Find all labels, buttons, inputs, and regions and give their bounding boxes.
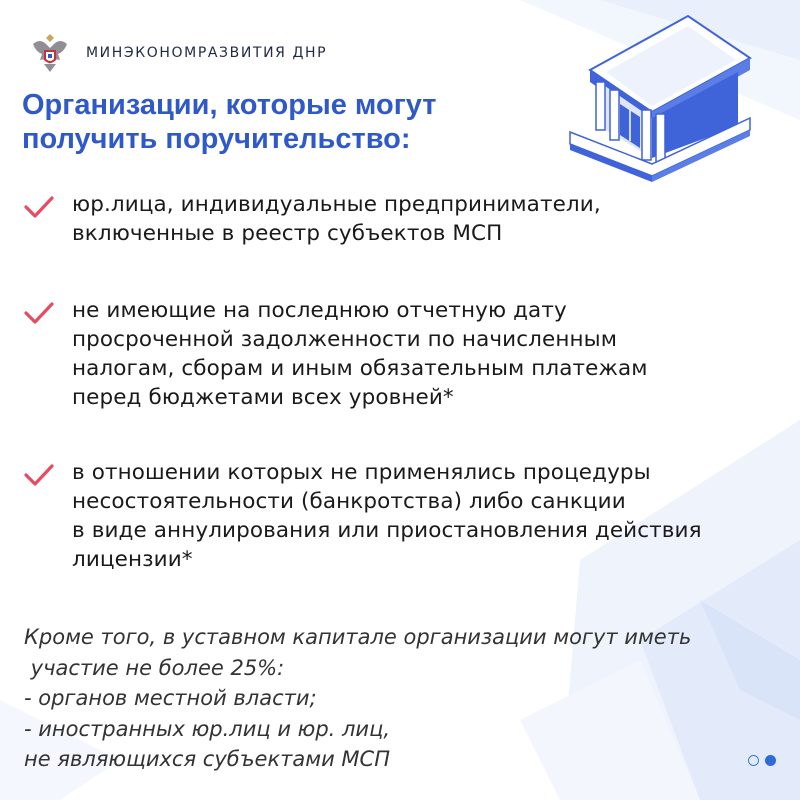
title-line: Организации, которые могут xyxy=(22,89,437,121)
list-item-text: не имеющие на последнюю отчетную дату просроченной задолженности по начисленным налогам, сборам и иным обязательным платежам перед бюджетами всех уровней* xyxy=(72,298,648,410)
list-item-text: юр.лица, индивидуальные предприниматели, включенные в реестр субъектов МСП xyxy=(72,192,601,246)
page-title xyxy=(22,88,436,156)
list-item-text: в отношении которых не применялись процедуры несостоятельности (банкротства) либо санкции в виде аннулирования или приостановления действия лицензии* xyxy=(72,460,702,572)
footnote-text: Кроме того, в уставном капитале организации могут иметь участие не более 25%: - органов местной власти; - иностранных юр.лиц и юр. лиц, не являющихся субъектами МСП xyxy=(24,625,692,771)
check-mark-icon xyxy=(24,195,54,219)
check-mark-icon xyxy=(24,301,54,325)
header xyxy=(30,30,327,76)
government-building-icon xyxy=(560,8,760,183)
pager-dot-1[interactable] xyxy=(748,755,759,766)
dnr-coat-of-arms-icon xyxy=(30,30,70,76)
title-line: получить поручительство: xyxy=(22,123,411,155)
organization-name: МИНЭКОНОМРАЗВИТИЯ ДНР xyxy=(86,45,328,61)
carousel-pager xyxy=(748,755,776,766)
pager-dot-2-active[interactable] xyxy=(765,755,776,766)
check-mark-icon xyxy=(24,463,54,487)
